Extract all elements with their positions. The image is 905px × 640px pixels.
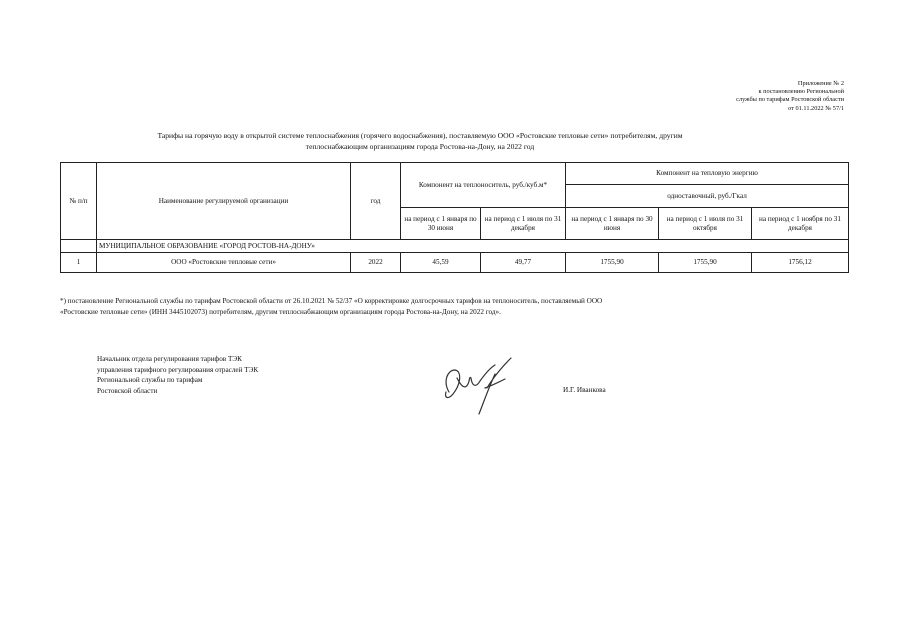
position-line-4: Ростовской области xyxy=(97,386,158,395)
header-period-carrier-h1: на период с 1 января по 30 июня xyxy=(401,208,481,240)
header-org: Наименование регулируемой организации xyxy=(97,163,351,240)
title-line-2: теплоснабжающим организациям города Ростова-на-Дону, на 2022 год xyxy=(305,142,535,151)
header-num: № п/п xyxy=(61,163,97,240)
position-line-2: управления тарифного регулирования отраслей ТЭК xyxy=(97,365,259,374)
position-line-3: Региональной службы по тарифам xyxy=(97,376,203,384)
footnote-line-1: *) постановление Региональной службы по тарифам Ростовской области от 26.10.2021 № 52/37 «О корректировке долгосрочных тарифов на теплоноситель, поставляемый ООО xyxy=(60,297,603,305)
title-line-1: Тарифы на горячую воду в открытой системе теплоснабжения (горячего водоснабжения), поставляемую ООО «Ростовские тепловые сети» потребителям, другим xyxy=(157,131,683,140)
row-value-energy-h1: 1755,90 xyxy=(566,253,659,273)
signer-name: И.Г. Иванкова xyxy=(563,386,606,394)
header-single-rate: одноставочный, руб./Гкал xyxy=(566,185,849,208)
row-value-energy-jul-oct: 1755,90 xyxy=(659,253,752,273)
header-carrier-component: Компонент на теплоноситель, руб./куб.м* xyxy=(401,163,566,208)
header-year: год xyxy=(351,163,401,240)
section-row-municipality: МУНИЦИПАЛЬНОЕ ОБРАЗОВАНИЕ «ГОРОД РОСТОВ-НА-ДОНУ» xyxy=(97,240,849,253)
tariff-table xyxy=(60,162,849,273)
row-org: ООО «Ростовские тепловые сети» xyxy=(97,253,351,273)
signatory-position xyxy=(97,354,258,396)
header-period-carrier-h2: на период с 1 июля по 31 декабря xyxy=(481,208,566,240)
header-period-energy-jul-oct: на период с 1 июля по 31 октября xyxy=(659,208,752,240)
appendix-line-2: к постановлению Региональной xyxy=(758,88,844,96)
row-value-carrier-h1: 45,59 xyxy=(401,253,481,273)
table-row xyxy=(61,253,849,273)
appendix-header xyxy=(736,80,844,113)
handwritten-signature xyxy=(435,348,525,418)
footnote-line-2: «Ростовские тепловые сети» (ИНН 3445102073) потребителям, другим теплоснабжающим организациям города Ростова-на-Дону, на 2022 год». xyxy=(60,308,501,316)
position-line-1: Начальник отдела регулирования тарифов ТЭК xyxy=(97,355,242,363)
row-value-energy-nov-dec: 1756,12 xyxy=(752,253,849,273)
appendix-line-1: Приложение № 2 xyxy=(797,80,844,87)
row-num: 1 xyxy=(61,253,97,273)
document-title xyxy=(60,130,780,152)
row-value-carrier-h2: 49,77 xyxy=(481,253,566,273)
header-energy-component: Компонент на тепловую энергию xyxy=(566,163,849,185)
appendix-line-3: службы по тарифам Ростовской области xyxy=(736,96,844,104)
footnote xyxy=(60,296,820,318)
appendix-line-4: от 01.11.2022 № 57/1 xyxy=(788,104,844,112)
row-year: 2022 xyxy=(351,253,401,273)
header-period-energy-h1: на период с 1 января по 30 июня xyxy=(566,208,659,240)
header-period-energy-nov-dec: на период с 1 ноября по 31 декабря xyxy=(752,208,849,240)
